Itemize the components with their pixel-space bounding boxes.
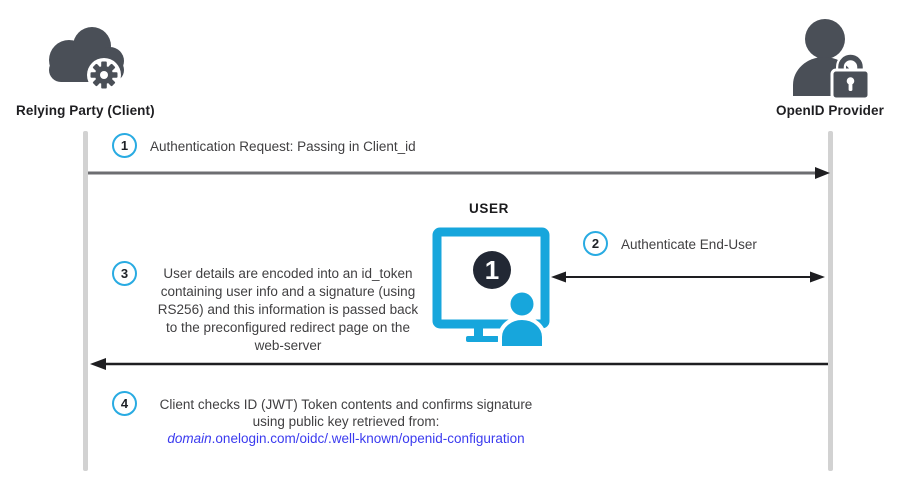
openid-configuration-link[interactable] [128,430,564,447]
monitor-user-icon [430,226,550,348]
step-1-label: Authentication Request: Passing in Client_id [150,139,416,154]
relying-party-label: Relying Party (Client) [16,103,155,118]
cloud-gear-icon [42,16,142,100]
step-2-label: Authenticate End-User [621,237,757,252]
step-1-badge: 1 [112,133,137,158]
step-2-badge: 2 [583,231,608,256]
step-3-text [142,265,434,355]
step-4-text [128,396,564,447]
screen-badge-number: 1 [484,255,500,285]
lifeline-left [83,131,88,471]
user-lock-icon [783,14,875,100]
openid-provider-label: OpenID Provider [775,103,884,118]
step-3-line: containing user info and a signature (using [160,284,416,299]
lifeline-right [828,131,833,471]
step-3-line: web-server [254,338,322,353]
step-4-line: using public key retrieved from: [252,414,440,429]
user-label: USER [469,201,509,216]
step-3-line: to the preconfigured redirect page on the [166,320,410,335]
step-4-badge: 4 [112,391,137,416]
step-4-line: Client checks ID (JWT) Token contents and confirms signature [159,397,533,412]
step-3-line: RS256) and this information is passed back [157,302,419,317]
step-3-badge: 3 [112,261,137,286]
step-3-line: User details are encoded into an id_token [163,266,413,281]
link-path-part: .onelogin.com/oidc/.well-known/openid-configuration [211,431,525,446]
link-domain-part: domain [167,431,212,446]
